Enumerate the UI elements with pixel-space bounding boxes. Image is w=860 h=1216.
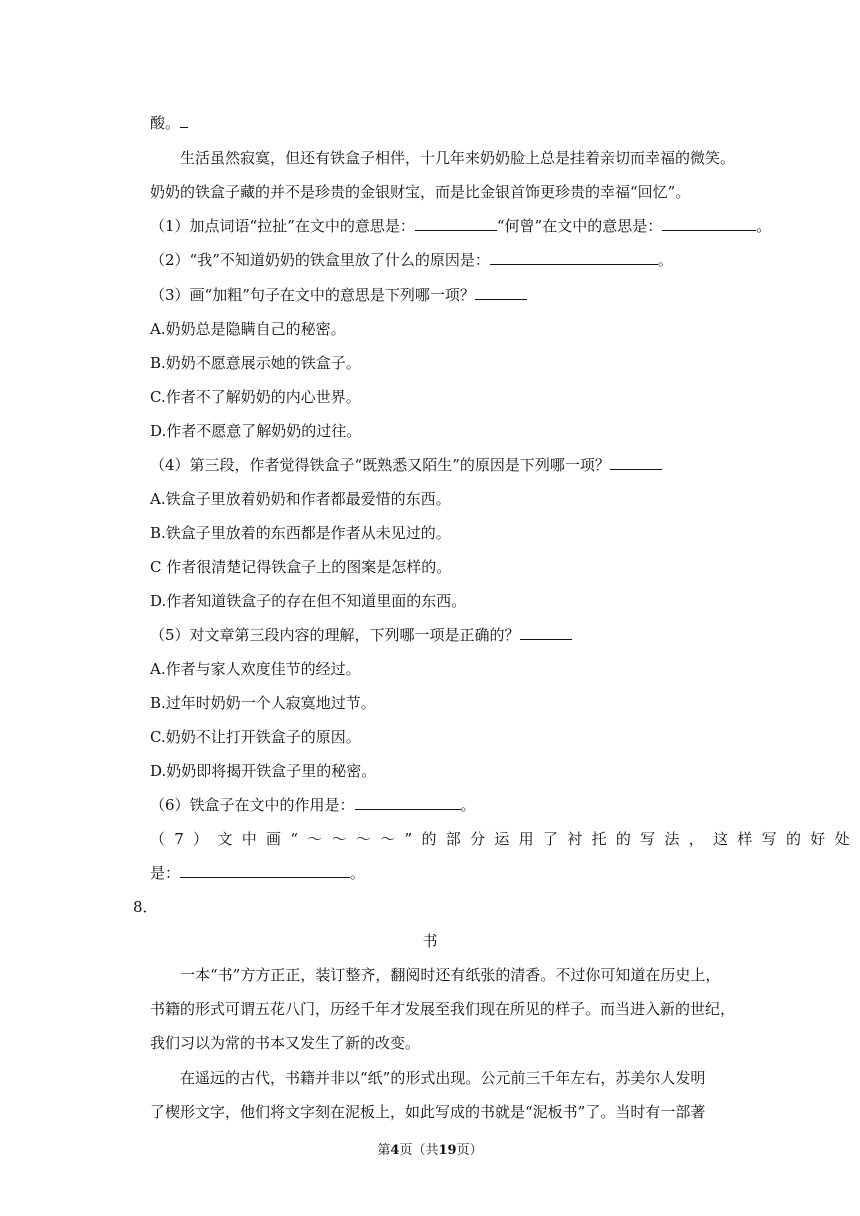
answer-blank[interactable] [180,863,350,878]
option-a: A.作者与家人欢度佳节的经过。 [150,660,361,678]
question-3: （3）画“加粗”句子在文中的意思是下列哪一项？ [150,285,527,305]
answer-blank[interactable] [662,216,756,231]
text-line: 了楔形文字，他们将文字刻在泥板上，如此写成的书就是“泥板书”了。当时有一部著 [150,1103,706,1121]
option-c: C.作者不了解奶奶的内心世界。 [150,388,361,406]
page-number: 4 [390,1143,400,1158]
question-4: （4）第三段，作者觉得铁盒子“既熟悉又陌生”的原因是下列哪一项？ [150,455,662,475]
answer-blank[interactable] [355,795,461,810]
question-2: （2）“我”不知道奶奶的铁盒里放了什么的原因是： 。 [150,251,673,269]
total-pages: 19 [438,1143,457,1158]
question-number: 8． [133,898,158,916]
option-d: D.奶奶即将揭开铁盒子里的秘密。 [150,762,377,780]
option-b: B.铁盒子里放着的东西都是作者从未见过的。 [150,524,451,542]
answer-blank[interactable] [610,455,662,470]
question-7: （7）文中画“～～～～”的部分运用了衬托的写法，这样写的好处 [150,830,859,848]
text-line: 生活虽然寂寞，但还有铁盒子相伴，十几年来奶奶脸上总是挂着亲切而幸福的微笑。 [180,149,736,167]
question-6: （6）铁盒子在文中的作用是： 。 [150,796,476,814]
option-b: B.奶奶不愿意展示她的铁盒子。 [150,354,361,372]
option-b: B.过年时奶奶一个人寂寞地过节。 [150,694,376,712]
question-1: （1）加点词语“拉扯”在文中的意思是： “何曾”在文中的意思是： 。 [150,217,772,235]
text-line: 我们习以为常的书本又发生了新的改变。 [150,1034,421,1052]
text-line: 在遥远的古代，书籍并非以“纸”的形式出现。公元前三千年左右，苏美尔人发明 [180,1069,706,1087]
text-line: 书籍的形式可谓五花八门，历经千年才发展至我们现在所见的样子。而当进入新的世纪， [150,1000,736,1018]
option-d: D.作者知道铁盒子的存在但不知道里面的东西。 [150,592,467,610]
option-d: D.作者不愿意了解奶奶的过往。 [150,422,362,440]
question-5: （5）对文章第三段内容的理解，下列哪一项是正确的？ [150,625,572,645]
answer-blank[interactable] [520,625,572,640]
answer-blank[interactable] [415,216,497,231]
answer-blank[interactable] [490,250,658,265]
text-line: 酸。 [150,113,188,133]
answer-blank[interactable] [475,285,527,300]
option-c: C 作者很清楚记得铁盒子上的图案是怎样的。 [150,558,452,576]
option-c: C.奶奶不让打开铁盒子的原因。 [150,728,361,746]
option-a: A.铁盒子里放着奶奶和作者都最爱惜的东西。 [150,490,451,508]
question-7-cont: 是： 。 [150,864,366,882]
passage-title: 书 [422,932,438,950]
option-a: A.奶奶总是隐瞒自己的秘密。 [150,320,346,338]
text-line: 一本“书”方方正正，装订整齐，翻阅时还有纸张的清香。不过你可知道在历史上， [180,966,721,984]
text-line: 奶奶的铁盒子藏的并不是珍贵的金银财宝，而是比金银首饰更珍贵的幸福“回忆”。 [150,183,691,201]
page-footer: 第4页（共19页） [377,1143,483,1158]
